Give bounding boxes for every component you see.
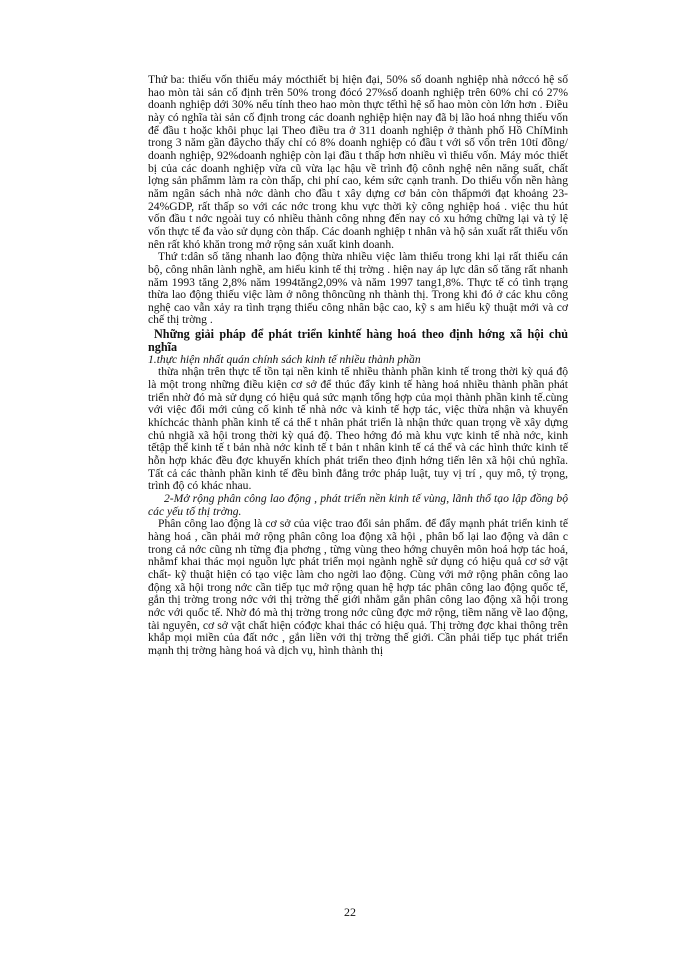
paragraph-solution-2: Phân công lao động là cơ sở của việc trao đổi sản phẩm. để đẩy mạnh phát triển kinh tế hàng hoá , cần phải mở rộng phân công loa động xã hội , phân bố lại lao động và dân c trong cả nớc cũng nh từng địa phơng , từng vùng theo hớng chuyên môn hoá hợp tác hoá, nhằmf khai thác mọi nguồn lực phát triển mọi ngành nghề sử dụng có hiệu quả cơ sở vật chất- kỹ thuật hiện có tạo việc làm cho ngời lao động. Cùng với mở rộng phân công lao động xã hội trong nớc cần tiếp tục mở rộng quan hệ hợp tác phân công lao động quốc tế, gắn thị trờng trong nớc với thị trờng thế giới nhằm gắn phân công lao động xã hội trong nớc với quốc tế. Nhờ đó mà thị trờng trong nớc cũng đợc mở rộng, tiềm năng về lao động, tài nguyên, cơ sở vật chất hiện cóđợc khai thác có hiệu quả. Thị trờng đợc khai thông trên khắp mọi miền của đất nớc , gắn liền với thị trờng thế giới. Cần phải tiếp tục phát triển mạnh thị trờng hàng hoá và dịch vụ, hình thành thị <box>148 517 568 657</box>
paragraph-solution-1: thừa nhận trên thực tế tồn tại nền kinh tế nhiều thành phần kinh tế trong thời kỳ quá độ là một trong những điều kiện cơ sở để thúc đẩy kinh tế hàng hoá nhiều thành phần phát triển nhờ đó mà sử dụng có hiệu quả sức mạnh tổng hợp của mọi thành phần kinh tế.cùng với việc đổi mới củng cố kinh tế nhà nớc và kinh tế hợp tác, việc thừa nhận và khuyến khíchcác thành phần kinh tế cá thể t nhân phát triển là nhận thức quan trọng về xây dựng chủ nhgiã xã hội trong thời kỳ quá độ. Theo hớng đó mà khu vực kinh tế nhà nớc, kinh tếtập thể kinh tế t bản nhà nớc kinh tế t bản t nhân kinh tế cá thể và các hình thức kinh tế hỗn hợp khác đều đợc khuyến khích phát triển theo định hớng tiến lên xã hội chủ nghĩa. Tất cả các thành phần kinh tế đều bình đẳng trớc pháp luật, tuy vị trí , quy mô, tỷ trọng, trình độ có khác nhau. <box>148 365 568 493</box>
page-number: 22 <box>344 905 356 919</box>
paragraph-thu-ba: Thứ ba: thiếu vốn thiếu máy mócthiết bị hiện đại, 50% số doanh nghiệp nhà nớccó hệ số hao mòn tài sản cố định trên 50% trong đócó 27%số doanh nghiệp trên 60% chỉ có 27% doanh nghiệp dới 30% nếu tính theo hao mòn thực tếthì hệ số hao mòn còn lớn hơn . Điều này có nghĩa tài sản cố định trong các doanh nghiệp hiện nay đã bị lão hoá nhng thiếu vốn để đầu t hoặc khôi phục lại Theo điều tra ở 311 doanh nghiệp ở thành phố Hồ ChíMinh trong 3 năm gần đâycho thấy chỉ có 8% doanh nghiệp có đầu t với số vốn trên 10tỉ đồng/ doanh nghiệp, 92%doanh nghiệp còn lại đầu t thấp hơn nhiều vì thiếu vốn. Máy móc thiết bị của các doanh nghiệp vừa cũ vừa lạc hậu về trình độ cônh nghệ nên năng suất, chất lợng sản phẩmm làm ra còn thấp, chi phí cao, kém sức cạnh tranh. Do thiếu vốn nền hàng năm ngân sách nhà nớc dành cho đầu t xây dựng cơ bản còn thấpmới đạt khoảng 23-24%GDP, rất thấp so với các nớc trong khu vực thời kỳ công nghiệp hoá . việc thu hút vốn đầu t nớc ngoài tuy có nhiều thành công nhng đến nay có xu hớng chững lại và tỷ lệ vốn thực tế đa vào sử dụng còn thấp. Các doanh nghiệp t nhân và hộ sản xuất rất thiếu vốn nên rất khó khăn trong mở rộng sản xuất kinh doanh. <box>148 73 568 251</box>
subheading-1: 1.thực hiện nhất quán chính sách kinh tế nhiều thành phần <box>148 352 421 366</box>
subheading-2: 2-Mở rộng phân công lao động , phát triển nền kinh tế vùng, lãnh thổ tạo lập đồng bộ các yếu tố thị trờng. <box>148 491 568 518</box>
paragraph-thu-tu: Thứ t:dân số tăng nhanh lao động thừa nhiều việc làm thiếu trong khi lại rất thiếu cán bộ, công nhân lành nghề, am hiểu kinh tế thị trờng . hiện nay áp lực dân số tăng rất nhanh năm 1993 tăng 2,8% năm 1994tăng2,09% và năm 1997 tang1,8%. Thực tế có tình trạng thừa lao động thiếu việc làm ở nông thôncũng nh thành thị. Trong khi đó ở các khu công nghệ cao vẫn xảy ra tình trạng thiếu công nhân bậc cao, kỹ s am hiểu kỹ thuật mới và cơ chế thị trờng . <box>148 250 568 327</box>
section-heading: Những giải pháp để phát triển kinhtế hàng hoá theo định hớng xã hội chủ nghĩa <box>148 327 568 354</box>
document-page <box>148 74 568 657</box>
